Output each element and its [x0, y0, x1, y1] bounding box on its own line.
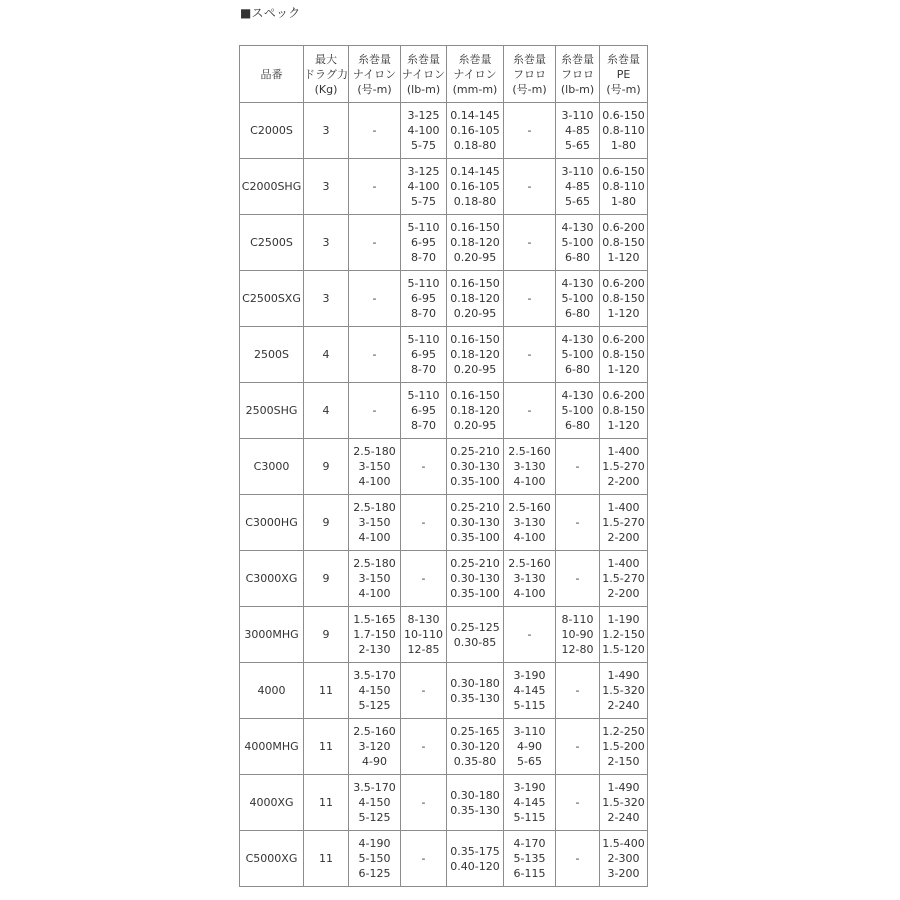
cell-value: 2.5-180 3-150 4-100 — [353, 445, 396, 488]
cell-value: 8-110 10-90 12-80 — [561, 613, 594, 656]
cell-value: 3 — [322, 180, 330, 193]
cell-value: 2500SHG — [245, 404, 298, 417]
spec-cell — [504, 439, 556, 495]
column-header — [556, 46, 600, 103]
cell-value: 4000 — [257, 684, 286, 697]
column-header-label: 最大 ドラグ力 (Kg) — [304, 52, 348, 96]
cell-value: C3000XG — [245, 572, 298, 585]
cell-value: 3000MHG — [244, 628, 299, 641]
spec-cell — [504, 103, 556, 159]
spec-cell — [600, 775, 648, 831]
spec-table — [239, 45, 648, 887]
spec-cell — [401, 495, 447, 551]
cell-value: 9 — [322, 516, 330, 529]
spec-cell — [600, 327, 648, 383]
spec-cell — [504, 663, 556, 719]
spec-cell — [556, 383, 600, 439]
cell-value: 5-110 6-95 8-70 — [407, 389, 440, 432]
cell-value: - — [575, 572, 580, 585]
spec-cell — [556, 663, 600, 719]
cell-value: 9 — [322, 572, 330, 585]
spec-cell — [504, 383, 556, 439]
spec-cell — [304, 383, 349, 439]
spec-cell — [600, 383, 648, 439]
spec-cell — [349, 439, 401, 495]
spec-cell — [600, 551, 648, 607]
model-cell — [240, 103, 304, 159]
spec-cell — [401, 215, 447, 271]
spec-cell — [600, 831, 648, 887]
spec-cell — [349, 719, 401, 775]
spec-cell — [304, 103, 349, 159]
cell-value: 0.16-150 0.18-120 0.20-95 — [450, 277, 500, 320]
cell-value: 0.6-200 0.8-150 1-120 — [602, 333, 645, 376]
cell-value: C3000 — [253, 460, 290, 473]
cell-value: 0.14-145 0.16-105 0.18-80 — [450, 165, 500, 208]
cell-value: 2.5-160 3-130 4-100 — [508, 501, 551, 544]
cell-value: - — [575, 684, 580, 697]
cell-value: - — [575, 852, 580, 865]
spec-cell — [447, 271, 504, 327]
cell-value: 3-190 4-145 5-115 — [513, 781, 546, 824]
cell-value: - — [372, 236, 377, 249]
spec-cell — [600, 719, 648, 775]
column-header — [447, 46, 504, 103]
spec-cell — [504, 215, 556, 271]
cell-value: 4-130 5-100 6-80 — [561, 221, 594, 264]
cell-value: 1-490 1.5-320 2-240 — [602, 781, 645, 824]
spec-cell — [600, 439, 648, 495]
cell-value: - — [372, 124, 377, 137]
table-row — [240, 831, 648, 887]
cell-value: 3-110 4-85 5-65 — [561, 109, 594, 152]
spec-cell — [304, 775, 349, 831]
spec-cell — [556, 551, 600, 607]
table-row — [240, 439, 648, 495]
table-row — [240, 215, 648, 271]
spec-cell — [349, 159, 401, 215]
spec-cell — [447, 103, 504, 159]
cell-value: 2.5-160 3-130 4-100 — [508, 445, 551, 488]
cell-value: - — [421, 516, 426, 529]
cell-value: 3 — [322, 124, 330, 137]
spec-cell — [556, 215, 600, 271]
cell-value: 4-130 5-100 6-80 — [561, 333, 594, 376]
spec-cell — [401, 383, 447, 439]
column-header — [349, 46, 401, 103]
cell-value: 1.5-400 2-300 3-200 — [602, 837, 645, 880]
spec-cell — [556, 607, 600, 663]
spec-cell — [504, 159, 556, 215]
cell-value: 4000XG — [249, 796, 294, 809]
cell-value: - — [527, 404, 532, 417]
cell-value: - — [372, 180, 377, 193]
spec-cell — [349, 495, 401, 551]
column-header-label: 糸巻量 フロロ (lb-m) — [560, 52, 595, 96]
cell-value: 0.6-200 0.8-150 1-120 — [602, 277, 645, 320]
table-row — [240, 775, 648, 831]
cell-value: 1-490 1.5-320 2-240 — [602, 669, 645, 712]
cell-value: 0.35-175 0.40-120 — [450, 844, 500, 873]
model-cell — [240, 439, 304, 495]
spec-cell — [447, 159, 504, 215]
table-row — [240, 103, 648, 159]
cell-value: - — [575, 740, 580, 753]
column-header-label: 糸巻量 フロロ (号-m) — [512, 52, 547, 96]
cell-value: 0.25-165 0.30-120 0.35-80 — [450, 725, 500, 768]
cell-value: 4-130 5-100 6-80 — [561, 277, 594, 320]
cell-value: 2.5-180 3-150 4-100 — [353, 557, 396, 600]
model-cell — [240, 607, 304, 663]
column-header-label: 糸巻量 PE (号-m) — [606, 52, 641, 96]
table-row — [240, 551, 648, 607]
spec-cell — [556, 159, 600, 215]
cell-value: - — [527, 348, 532, 361]
cell-value: - — [421, 684, 426, 697]
spec-cell — [401, 719, 447, 775]
cell-value: - — [575, 796, 580, 809]
cell-value: 0.30-180 0.35-130 — [450, 788, 500, 817]
cell-value: 1-400 1.5-270 2-200 — [602, 445, 645, 488]
cell-value: 1.5-165 1.7-150 2-130 — [353, 613, 396, 656]
spec-cell — [504, 831, 556, 887]
cell-value: 5-110 6-95 8-70 — [407, 277, 440, 320]
column-header — [600, 46, 648, 103]
cell-value: 4-170 5-135 6-115 — [513, 837, 546, 880]
model-cell — [240, 383, 304, 439]
spec-cell — [304, 159, 349, 215]
spec-cell — [304, 831, 349, 887]
model-cell — [240, 831, 304, 887]
spec-cell — [349, 271, 401, 327]
spec-cell — [401, 327, 447, 383]
spec-cell — [401, 271, 447, 327]
spec-cell — [504, 271, 556, 327]
spec-cell — [504, 719, 556, 775]
column-header — [240, 46, 304, 103]
cell-value: - — [421, 740, 426, 753]
spec-cell — [349, 383, 401, 439]
cell-value: 0.16-150 0.18-120 0.20-95 — [450, 333, 500, 376]
table-row — [240, 383, 648, 439]
column-header — [504, 46, 556, 103]
spec-cell — [556, 831, 600, 887]
spec-cell — [304, 271, 349, 327]
cell-value: 1-400 1.5-270 2-200 — [602, 501, 645, 544]
cell-value: - — [372, 404, 377, 417]
cell-value: 4 — [322, 404, 330, 417]
spec-cell — [600, 215, 648, 271]
cell-value: 3-125 4-100 5-75 — [407, 165, 440, 208]
spec-cell — [401, 663, 447, 719]
cell-value: 3 — [322, 292, 330, 305]
cell-value: - — [527, 628, 532, 641]
cell-value: 3.5-170 4-150 5-125 — [353, 669, 396, 712]
cell-value: 3.5-170 4-150 5-125 — [353, 781, 396, 824]
spec-cell — [556, 103, 600, 159]
spec-cell — [304, 215, 349, 271]
table-row — [240, 607, 648, 663]
spec-cell — [401, 159, 447, 215]
cell-value: 11 — [319, 684, 333, 697]
cell-value: - — [575, 516, 580, 529]
spec-cell — [401, 439, 447, 495]
spec-cell — [304, 439, 349, 495]
spec-cell — [556, 719, 600, 775]
column-header-label: 糸巻量 ナイロン (lb-m) — [401, 52, 446, 96]
spec-cell — [401, 775, 447, 831]
cell-value: 0.30-180 0.35-130 — [450, 676, 500, 705]
spec-cell — [304, 719, 349, 775]
column-header-label: 品番 — [260, 67, 283, 81]
spec-cell — [447, 383, 504, 439]
cell-value: 0.16-150 0.18-120 0.20-95 — [450, 389, 500, 432]
spec-cell — [556, 327, 600, 383]
spec-cell — [447, 327, 504, 383]
spec-cell — [447, 719, 504, 775]
spec-cell — [349, 663, 401, 719]
cell-value: 3 — [322, 236, 330, 249]
cell-value: 3-125 4-100 5-75 — [407, 109, 440, 152]
spec-cell — [401, 551, 447, 607]
model-cell — [240, 327, 304, 383]
cell-value: 1-400 1.5-270 2-200 — [602, 557, 645, 600]
spec-cell — [504, 775, 556, 831]
spec-cell — [401, 607, 447, 663]
spec-cell — [504, 327, 556, 383]
spec-cell — [556, 271, 600, 327]
spec-cell — [447, 831, 504, 887]
model-cell — [240, 159, 304, 215]
spec-cell — [504, 607, 556, 663]
cell-value: C2500SXG — [242, 292, 301, 305]
cell-value: - — [372, 348, 377, 361]
spec-cell — [349, 103, 401, 159]
cell-value: 0.25-210 0.30-130 0.35-100 — [450, 445, 500, 488]
cell-value: - — [421, 852, 426, 865]
spec-cell — [600, 607, 648, 663]
cell-value: 1.2-250 1.5-200 2-150 — [602, 725, 645, 768]
spec-cell — [447, 439, 504, 495]
column-header — [304, 46, 349, 103]
cell-value: - — [527, 180, 532, 193]
spec-cell — [504, 495, 556, 551]
spec-heading: ■スペック — [240, 6, 301, 20]
spec-cell — [304, 551, 349, 607]
spec-cell — [556, 439, 600, 495]
spec-cell — [447, 495, 504, 551]
cell-value: C2500S — [250, 236, 293, 249]
model-cell — [240, 495, 304, 551]
cell-value: 3-110 4-90 5-65 — [513, 725, 546, 768]
cell-value: 2.5-160 3-130 4-100 — [508, 557, 551, 600]
column-header — [401, 46, 447, 103]
cell-value: 11 — [319, 796, 333, 809]
table-row — [240, 271, 648, 327]
spec-cell — [304, 495, 349, 551]
spec-cell — [447, 607, 504, 663]
cell-value: 4-190 5-150 6-125 — [358, 837, 391, 880]
cell-value: - — [421, 572, 426, 585]
spec-cell — [447, 775, 504, 831]
cell-value: 0.6-200 0.8-150 1-120 — [602, 389, 645, 432]
cell-value: 0.6-150 0.8-110 1-80 — [602, 109, 645, 152]
cell-value: 1-190 1.2-150 1.5-120 — [602, 613, 645, 656]
cell-value: 2.5-160 3-120 4-90 — [353, 725, 396, 768]
spec-cell — [447, 551, 504, 607]
model-cell — [240, 551, 304, 607]
spec-cell — [447, 215, 504, 271]
cell-value: 0.14-145 0.16-105 0.18-80 — [450, 109, 500, 152]
spec-cell — [447, 663, 504, 719]
model-cell — [240, 719, 304, 775]
cell-value: - — [372, 292, 377, 305]
spec-table-body — [240, 103, 648, 887]
spec-cell — [349, 775, 401, 831]
model-cell — [240, 775, 304, 831]
cell-value: 11 — [319, 740, 333, 753]
cell-value: 0.16-150 0.18-120 0.20-95 — [450, 221, 500, 264]
cell-value: 5-110 6-95 8-70 — [407, 221, 440, 264]
cell-value: - — [527, 292, 532, 305]
table-row — [240, 159, 648, 215]
spec-cell — [600, 271, 648, 327]
column-header-label: 糸巻量 ナイロン (mm-m) — [452, 52, 498, 96]
cell-value: - — [575, 460, 580, 473]
spec-cell — [556, 495, 600, 551]
cell-value: 2.5-180 3-150 4-100 — [353, 501, 396, 544]
cell-value: C3000HG — [245, 516, 298, 529]
spec-cell — [401, 103, 447, 159]
column-header-label: 糸巻量 ナイロン (号-m) — [352, 52, 397, 96]
model-cell — [240, 663, 304, 719]
cell-value: 0.25-210 0.30-130 0.35-100 — [450, 557, 500, 600]
cell-value: 2500S — [254, 348, 289, 361]
cell-value: 4000MHG — [244, 740, 299, 753]
cell-value: 0.25-125 0.30-85 — [450, 620, 500, 649]
spec-cell — [600, 159, 648, 215]
spec-cell — [304, 607, 349, 663]
spec-table-header — [240, 46, 648, 103]
cell-value: - — [421, 796, 426, 809]
cell-value: C2000SHG — [241, 180, 302, 193]
spec-cell — [504, 551, 556, 607]
cell-value: - — [527, 236, 532, 249]
model-cell — [240, 271, 304, 327]
cell-value: 4 — [322, 348, 330, 361]
spec-cell — [401, 831, 447, 887]
table-row — [240, 327, 648, 383]
cell-value: 11 — [319, 852, 333, 865]
cell-value: - — [421, 460, 426, 473]
table-row — [240, 719, 648, 775]
spec-cell — [304, 663, 349, 719]
spec-cell — [600, 103, 648, 159]
spec-cell — [349, 831, 401, 887]
spec-cell — [349, 607, 401, 663]
cell-value: 0.25-210 0.30-130 0.35-100 — [450, 501, 500, 544]
table-row — [240, 663, 648, 719]
cell-value: 3-110 4-85 5-65 — [561, 165, 594, 208]
cell-value: 3-190 4-145 5-115 — [513, 669, 546, 712]
spec-cell — [600, 495, 648, 551]
cell-value: 8-130 10-110 12-85 — [404, 613, 443, 656]
spec-cell — [600, 663, 648, 719]
spec-cell — [556, 775, 600, 831]
spec-cell — [349, 327, 401, 383]
cell-value: C2000S — [250, 124, 293, 137]
cell-value: 9 — [322, 460, 330, 473]
cell-value: 0.6-150 0.8-110 1-80 — [602, 165, 645, 208]
spec-cell — [349, 215, 401, 271]
spec-cell — [349, 551, 401, 607]
cell-value: 5-110 6-95 8-70 — [407, 333, 440, 376]
cell-value: - — [527, 124, 532, 137]
model-cell — [240, 215, 304, 271]
cell-value: 9 — [322, 628, 330, 641]
cell-value: C5000XG — [245, 852, 298, 865]
spec-cell — [304, 327, 349, 383]
table-row — [240, 495, 648, 551]
cell-value: 0.6-200 0.8-150 1-120 — [602, 221, 645, 264]
cell-value: 4-130 5-100 6-80 — [561, 389, 594, 432]
